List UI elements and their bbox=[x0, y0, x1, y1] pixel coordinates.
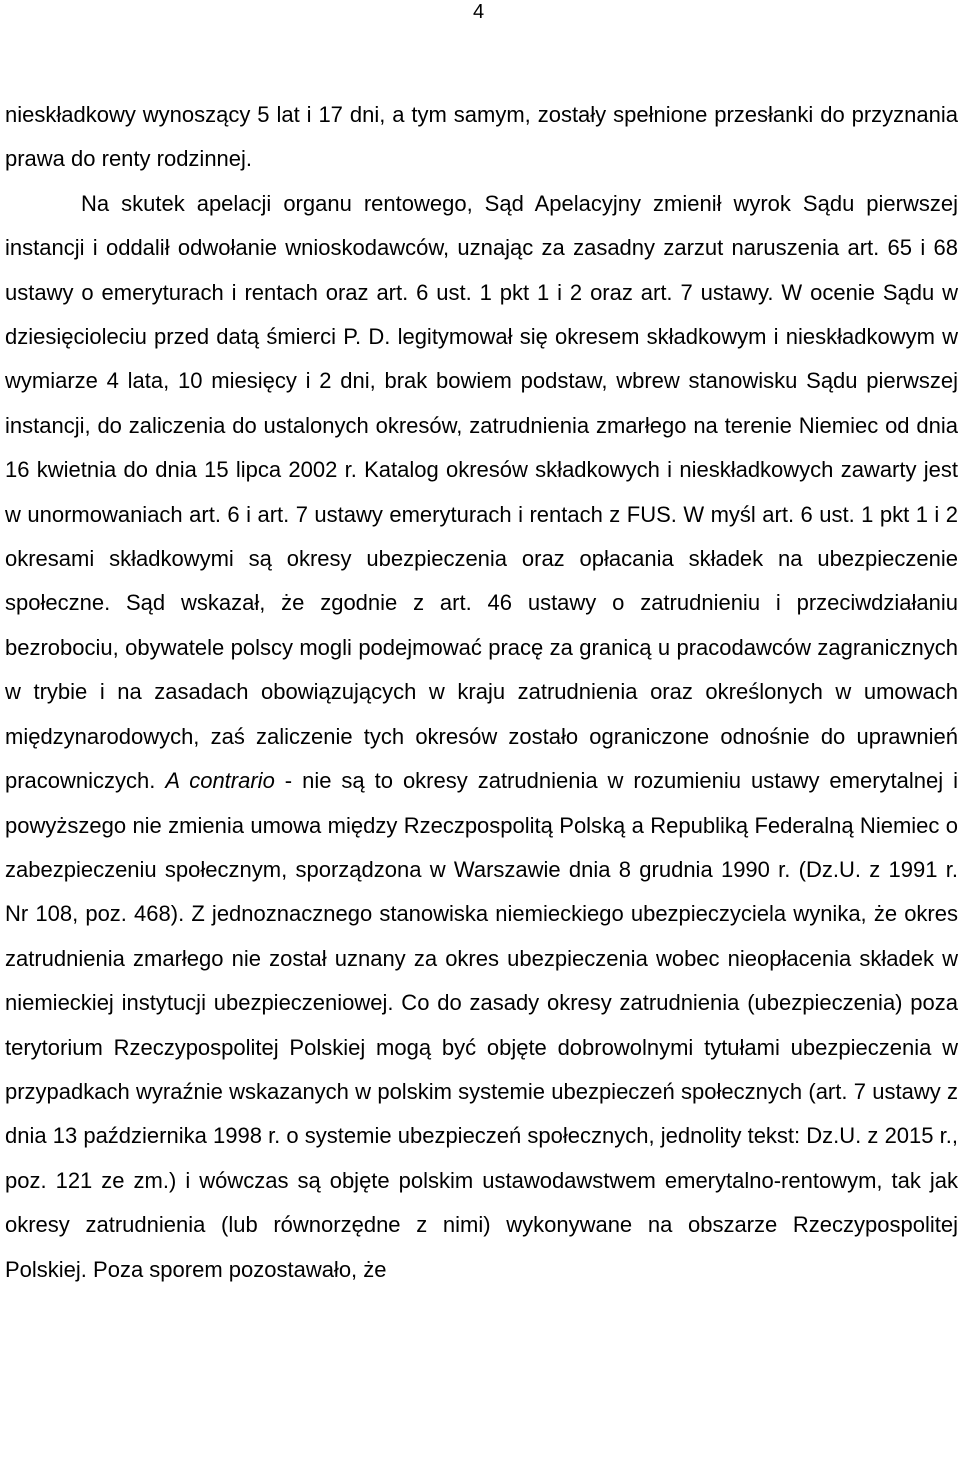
paragraph-1: nieskładkowy wynoszący 5 lat i 17 dni, a tym samym, zostały spełnione przesłanki do przyznania prawa do renty rodzinnej. bbox=[5, 102, 958, 172]
paragraph-2-text-a: Na skutek apelacji organu rentowego, Sąd Apelacyjny zmienił wyrok Sądu pierwszej instancji i oddalił odwołanie wnioskodawców, uznając za zasadny zarzut naruszenia art. 65 i 68 ustawy o emeryturach i rentach oraz art. 6 ust. 1 pkt 1 i 2 oraz art. 7 ustawy. W ocenie Sądu w dziesięcioleciu przed datą śmierci P. D. legitymował się okresem składkowym i nieskładkowym w wymiarze 4 lata, 10 miesięcy i 2 dni, brak bowiem podstaw, wbrew stanowisku Sądu pierwszej instancji, do zaliczenia do ustalonych okresów, zatrudnienia zmarłego na terenie Niemiec od dnia 16 kwietnia do dnia 15 lipca 2002 r. Katalog okresów składkowych i nieskładkowych zawarty jest w unormowaniach art. 6 i art. 7 ustawy emeryturach i rentach z FUS. W myśl art. 6 ust. 1 pkt 1 i 2 okresami składkowymi są okresy ubezpieczenia oraz opłacania składek na ubezpieczenie społeczne. Sąd wskazał, że zgodnie z art. 46 ustawy o zatrudnieniu i przeciwdziałaniu bezrobociu, obywatele polscy mogli podejmować pracę za granicą u pracodawców zagranicznych w trybie i na zasadach obowiązujących w kraju zatrudnienia oraz określonych w umowach międzynarodowych, zaś zaliczenie tych okresów zostało ograniczone odnośnie do uprawnień pracowniczych. bbox=[5, 190, 958, 794]
document-body bbox=[5, 93, 958, 1292]
paragraph-2 bbox=[5, 182, 958, 1292]
paragraph-2-text-b: - nie są to okresy zatrudnienia w rozumieniu ustawy emerytalnej i powyższego nie zmienia umowa między Rzeczpospolitą Polską a Republiką Federalną Niemiec o zabezpieczeniu społecznym, sporządzona w Warszawie dnia 8 grudnia 1990 r. (Dz.U. z 1991 r. Nr 108, poz. 468). Z jednoznacznego stanowiska niemieckiego ubezpieczyciela wynika, że okres zatrudnienia zmarłego nie został uznany za okres ubezpieczenia wobec nieopłacenia składek w niemieckiej instytucji ubezpieczeniowej. Co do zasady okresy zatrudnienia (ubezpieczenia) poza terytorium Rzeczypospolitej Polskiej mogą być objęte dobrowolnymi tytułami ubezpieczenia w przypadkach wyraźnie wskazanych w polskim systemie ubezpieczeń społecznych (art. 7 ustawy z dnia 13 października 1998 r. o systemie ubezpieczeń społecznych, jednolity tekst: Dz.U. z 2015 r., poz. 121 ze zm.) i wówczas są objęte polskim ustawodawstwem emerytalno-rentowym, tak jak okresy zatrudnienia (lub równorzędne z nimi) wykonywane na obszarze Rzeczypospolitej Polskiej. Poza sporem pozostawało, że bbox=[5, 768, 958, 1282]
latin-phrase: A contrario bbox=[165, 768, 275, 794]
page-number: 4 bbox=[473, 1, 485, 23]
